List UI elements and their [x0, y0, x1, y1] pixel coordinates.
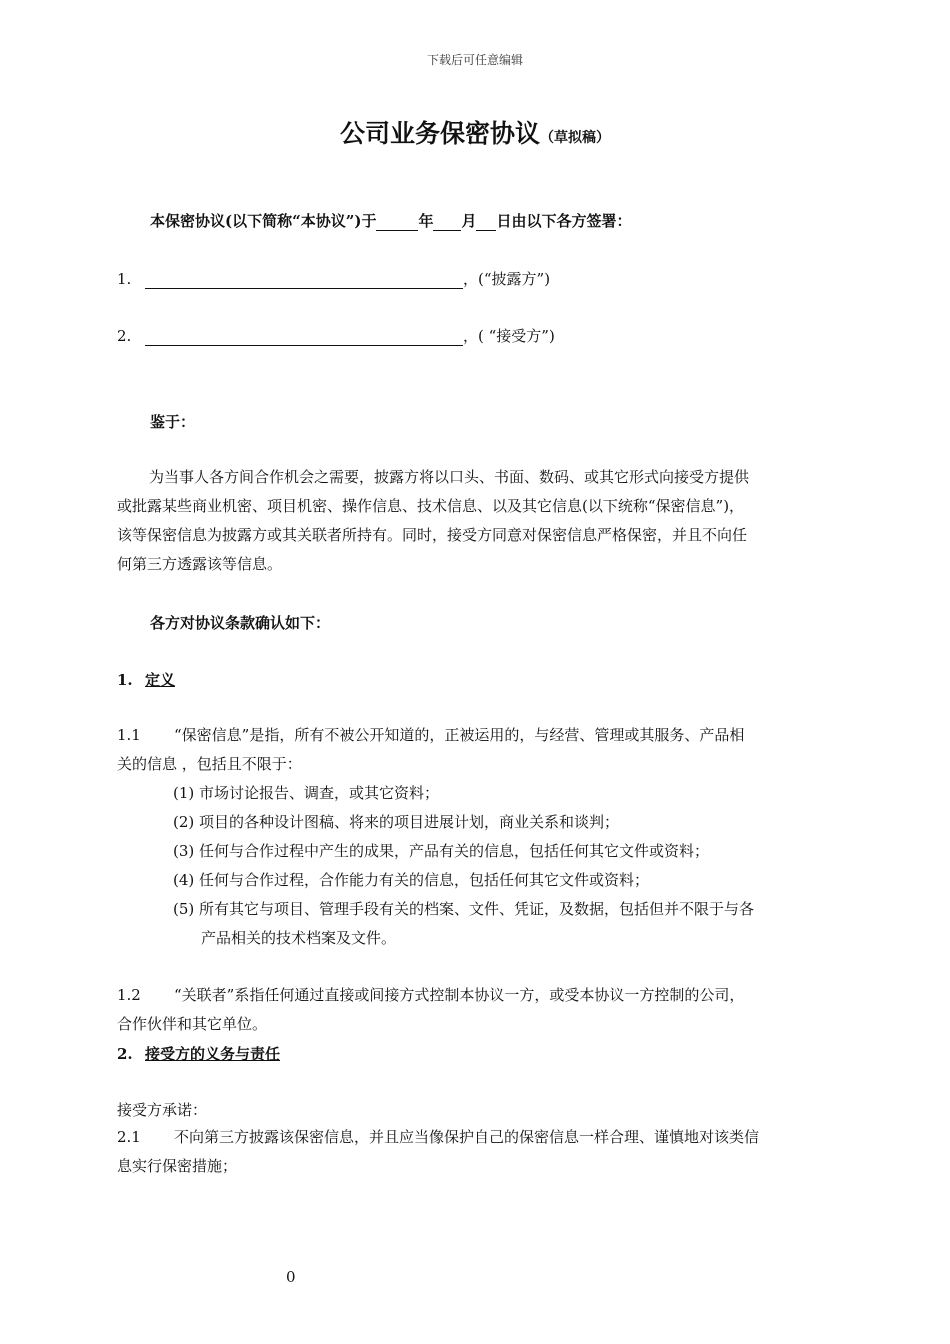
clause-1-2-text: “关联者”系指任何通过直接或间接方式控制本协议一方，或受本协议一方控制的公司， — [174, 986, 745, 1004]
clause-2-1-number: 2.1 — [117, 1128, 141, 1146]
party-2-blank — [145, 327, 463, 346]
clause-2-1-text-cont: 息实行保密措施； — [117, 1157, 238, 1175]
title-sub: （草拟稿） — [540, 130, 610, 146]
whereas-line: 为当事人各方间合作机会之需要，披露方将以口头、书面、数码、或其它形式向接受方提供 — [149, 468, 750, 486]
clause-1-1-text: “保密信息”是指，所有不被公开知道的，正被运用的，与经营、管理或其服务、产品相 — [174, 726, 745, 744]
section-2-title: 接受方的义务与责任 — [145, 1045, 281, 1063]
list-item-continuation: 产品相关的技术档案及文件。 — [201, 929, 397, 947]
party-2-number: 2. — [117, 327, 132, 345]
clause-1-2-text-cont: 合作伙伴和其它单位。 — [117, 1015, 268, 1033]
section-1-heading — [117, 669, 175, 690]
clause-1-1 — [117, 721, 832, 779]
list-item: (3) 任何与合作过程中产生的成果，产品有关的信息，包括任何其它文件或资料； — [173, 842, 710, 860]
list-item: (4) 任何与合作过程，合作能力有关的信息，包括任何其它文件或资料； — [173, 871, 650, 889]
month-blank — [433, 212, 461, 231]
intro-line — [150, 210, 632, 231]
day-blank — [476, 212, 496, 231]
party-1 — [117, 268, 550, 289]
year-label: 年 — [418, 212, 434, 230]
section-1-title: 定义 — [145, 671, 176, 689]
whereas-line: 何第三方透露该等信息。 — [117, 555, 283, 573]
party-2-role: ，( “接受方”) — [463, 327, 555, 345]
list-item: (5) 所有其它与项目、管理手段有关的档案、文件、凭证，及数据，包括但并不限于与各 — [173, 900, 755, 918]
party-1-blank — [145, 270, 463, 289]
section-2-number: 2. — [117, 1045, 133, 1063]
party-1-number: 1. — [117, 270, 132, 288]
promise-label: 接受方承诺： — [117, 1101, 208, 1119]
page-number: 0 — [286, 1268, 296, 1286]
document-title — [0, 114, 950, 150]
year-blank — [376, 212, 418, 231]
clause-1-1-number: 1.1 — [117, 726, 141, 744]
party-2 — [117, 325, 555, 346]
day-label: 日由以下各方签署： — [496, 212, 632, 230]
whereas-paragraph — [117, 463, 832, 579]
clause-1-1-text-cont: 关的信息 ，包括且不限于： — [117, 755, 302, 773]
intro-text: 本保密协议(以下简称“本协议”)于 — [150, 212, 377, 230]
whereas-line: 或批露某些商业机密、项目机密、操作信息、技术信息、以及其它信息(以下统称“保密信息”)， — [117, 497, 745, 515]
list-item: (2) 项目的各种设计图稿、将来的项目进展计划，商业关系和谈判； — [173, 813, 620, 831]
whereas-line: 该等保密信息为披露方或其关联者所持有。同时，接受方同意对保密信息严格保密，并且不向任 — [117, 526, 748, 544]
section-1-number: 1. — [117, 671, 133, 689]
whereas-label: 鉴于： — [150, 413, 196, 431]
clause-2-1 — [117, 1123, 832, 1181]
title-main: 公司业务保密协议 — [339, 119, 540, 148]
clause-2-1-text: 不向第三方披露该保密信息，并且应当像保护自己的保密信息一样合理、谨慎地对该类信 — [174, 1128, 760, 1146]
definition-list — [173, 779, 833, 953]
clause-1-2-number: 1.2 — [117, 986, 141, 1004]
header-note: 下载后可任意编辑 — [426, 53, 523, 67]
confirm-label: 各方对协议条款确认如下： — [150, 614, 331, 632]
section-2-heading — [117, 1043, 280, 1064]
clause-1-2 — [117, 981, 832, 1039]
month-label: 月 — [461, 212, 477, 230]
list-item: (1) 市场讨论报告、调查，或其它资料； — [173, 784, 440, 802]
party-1-role: ，(“披露方”) — [463, 270, 551, 288]
